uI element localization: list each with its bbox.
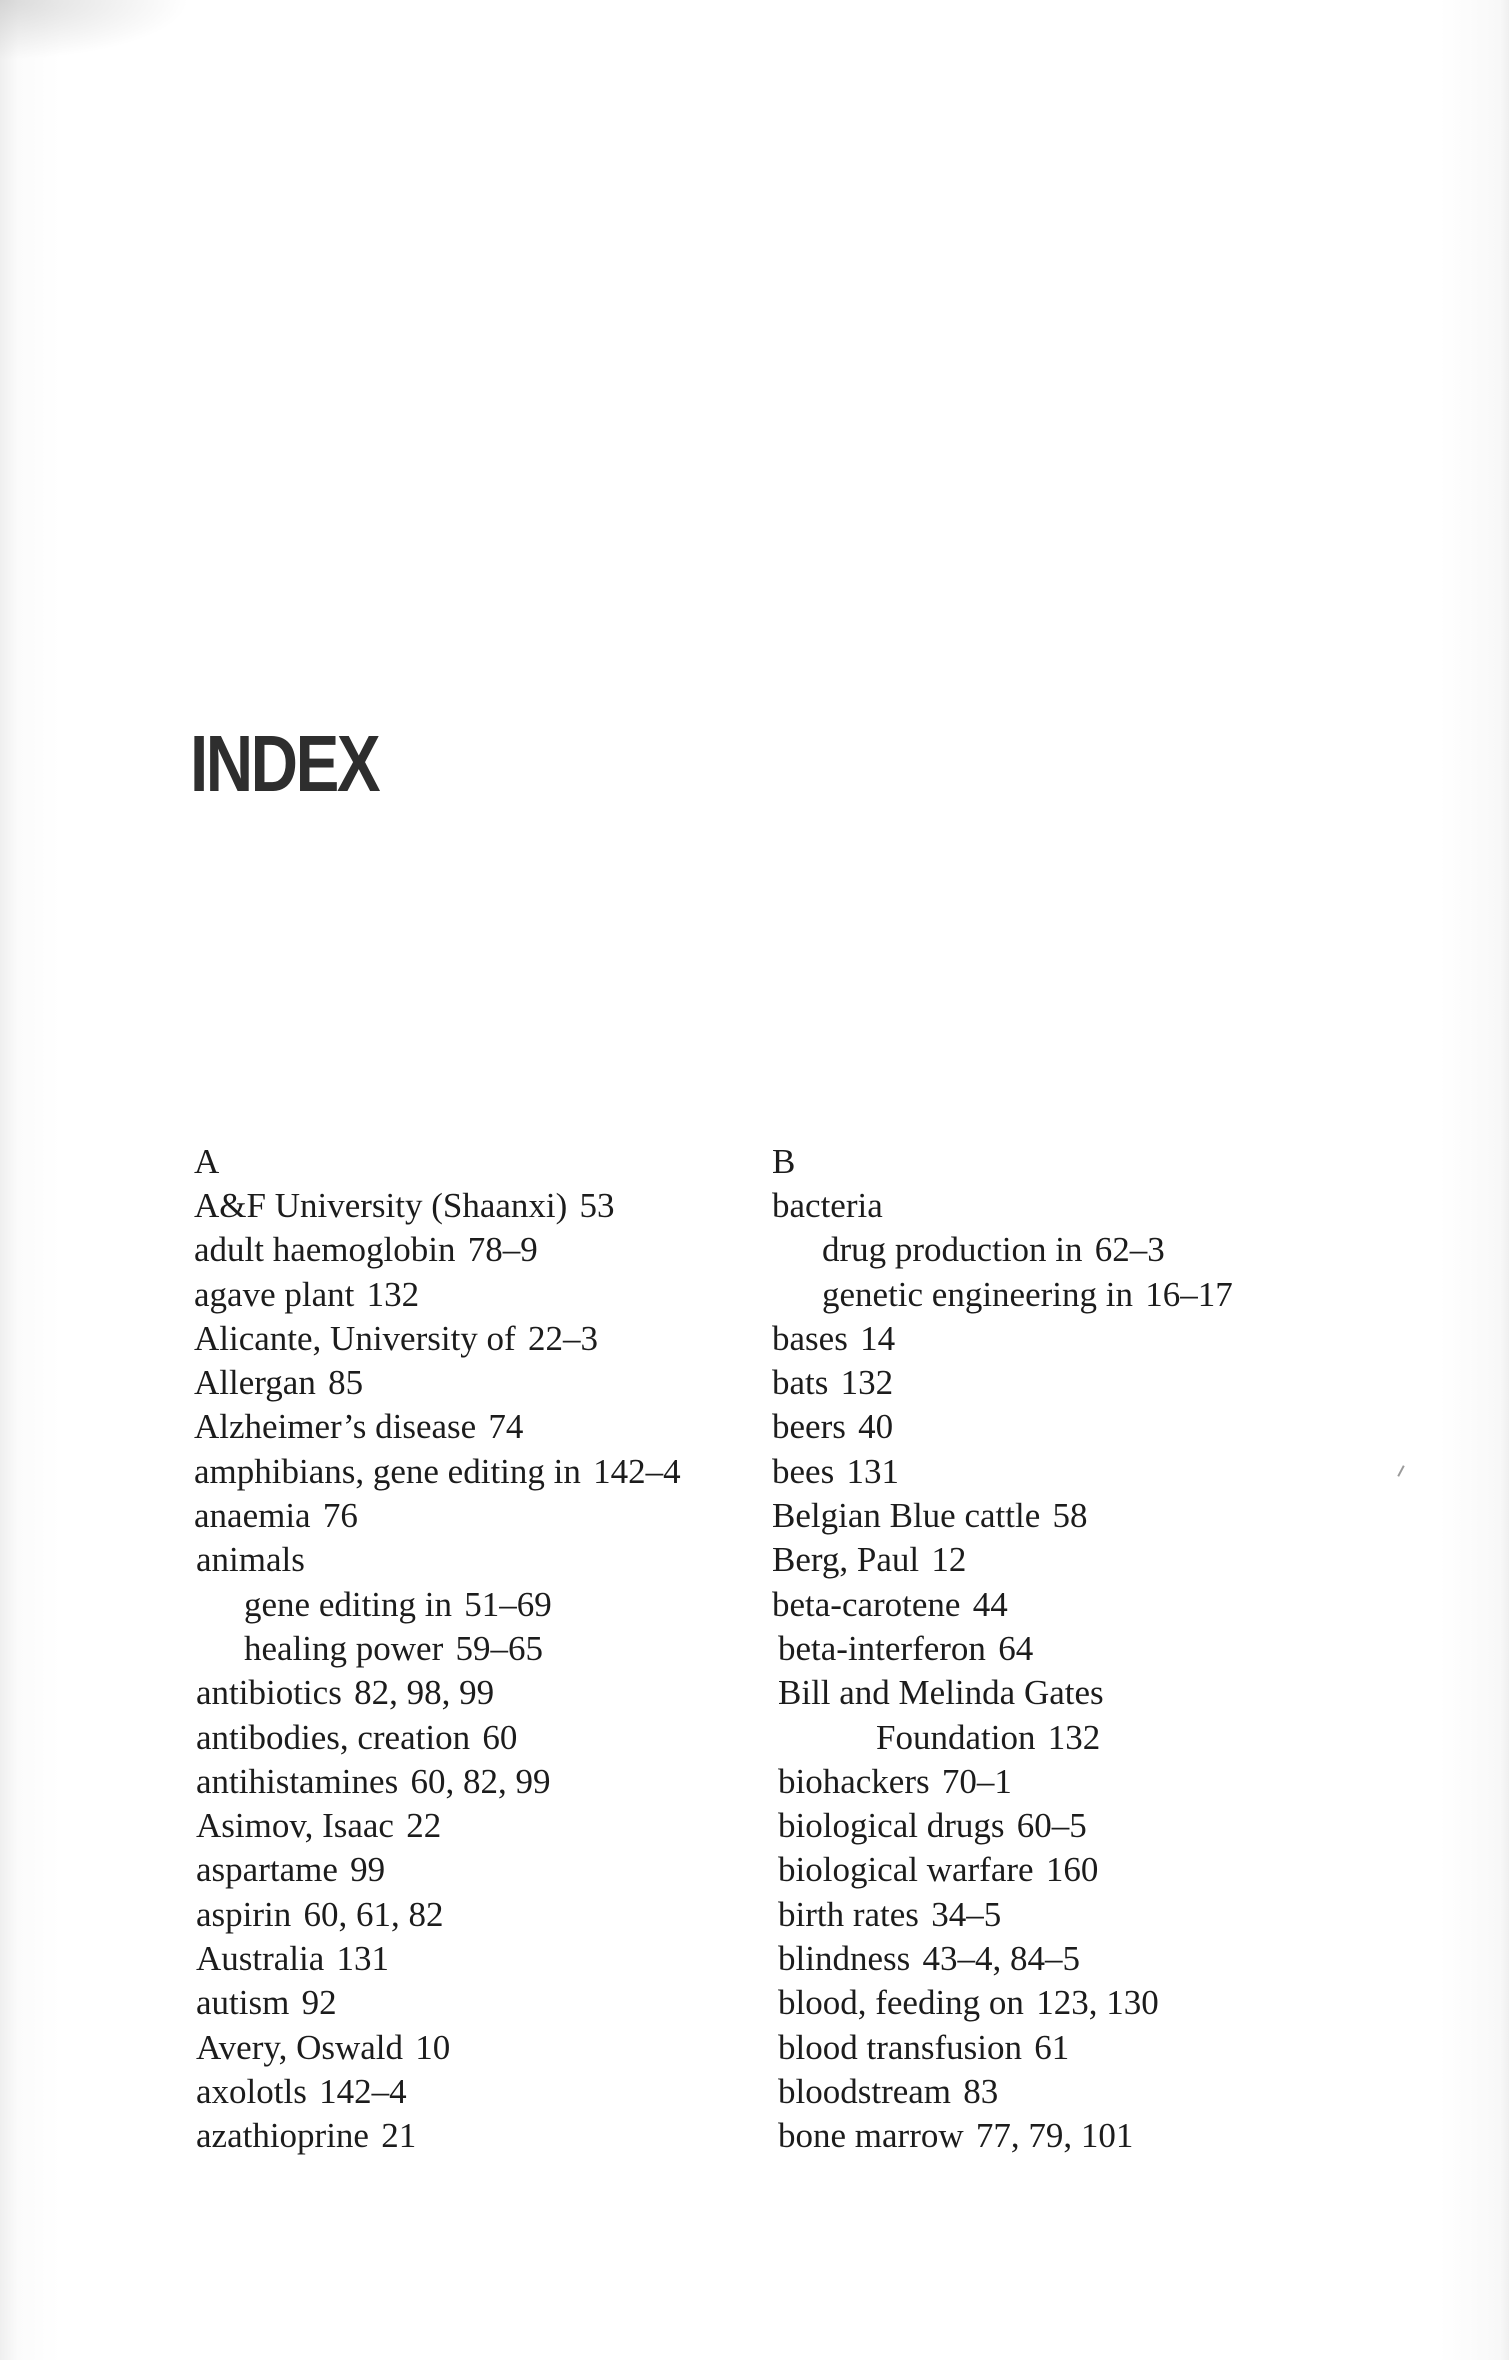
index-entry (772, 1848, 1372, 1892)
entry-pages: 40 (858, 1407, 894, 1447)
entry-pages: 132 (840, 1363, 894, 1403)
index-entry (194, 2026, 794, 2070)
entry-term: blindness (778, 1939, 911, 1979)
entry-term: Avery, Oswald (196, 2027, 404, 2067)
entry-pages: 74 (488, 1407, 524, 1447)
entry-pages: 22–3 (527, 1318, 598, 1358)
index-entry (772, 1405, 1372, 1449)
entry-term: healing power (244, 1628, 444, 1668)
entry-term: Bill and Melinda Gates (778, 1673, 1104, 1713)
entry-term: beta-interferon (778, 1628, 986, 1668)
entry-pages: 132 (1047, 1717, 1101, 1757)
entry-term: Alicante, University of (194, 1318, 516, 1358)
index-entry (772, 1981, 1372, 2025)
stray-pen-mark (1397, 1465, 1404, 1477)
entry-pages: 14 (860, 1318, 896, 1358)
entry-pages: 76 (322, 1496, 358, 1536)
index-entry (772, 1450, 1372, 1494)
entry-pages: 60, 82, 99 (410, 1761, 551, 1801)
index-entry (772, 1760, 1372, 1804)
entry-pages: 142–4 (319, 2071, 407, 2111)
index-entry (194, 1361, 794, 1405)
entry-pages: 44 (972, 1584, 1008, 1624)
entry-term: bats (772, 1363, 829, 1403)
index-entry (194, 1184, 794, 1228)
entry-term: bloodstream (778, 2071, 952, 2111)
entry-pages: 60–5 (1016, 1806, 1087, 1846)
entry-term: bone marrow (778, 2116, 964, 2156)
index-entry (772, 1494, 1372, 1538)
index-entry (194, 1273, 794, 1317)
entry-pages: 92 (301, 1983, 337, 2023)
entry-term: biological drugs (778, 1806, 1005, 1846)
entry-pages: 61 (1034, 2027, 1070, 2067)
entry-pages: 16–17 (1145, 1274, 1233, 1314)
entry-term: beers (772, 1407, 846, 1447)
index-entry (194, 1317, 794, 1361)
index-entry (194, 1494, 794, 1538)
entry-pages: 22 (406, 1806, 442, 1846)
entry-term: genetic engineering in (822, 1274, 1133, 1314)
entry-term: Berg, Paul (772, 1540, 920, 1580)
index-entry (194, 1538, 794, 1582)
entry-pages: 62–3 (1094, 1230, 1165, 1270)
entry-pages: 21 (381, 2116, 417, 2156)
entry-term: Allergan (194, 1363, 316, 1403)
entry-term: anaemia (194, 1496, 311, 1536)
entry-pages: 60, 61, 82 (303, 1894, 444, 1934)
entry-pages: 82, 98, 99 (354, 1673, 495, 1713)
entry-pages: 160 (1045, 1850, 1099, 1890)
index-entry (772, 1583, 1372, 1627)
entry-pages: 77, 79, 101 (975, 2116, 1134, 2156)
entry-pages: 59–65 (455, 1628, 543, 1668)
entry-term: amphibians, gene editing in (194, 1451, 581, 1491)
entry-pages: 51–69 (464, 1584, 552, 1624)
index-entry (194, 1716, 794, 1760)
index-column-a (194, 1140, 794, 2159)
index-entry (194, 1893, 794, 1937)
entry-pages: 83 (963, 2071, 999, 2111)
entry-term: biological warfare (778, 1850, 1034, 1890)
index-subentry (772, 1273, 1372, 1317)
entry-pages: 132 (366, 1274, 420, 1314)
entry-term: azathioprine (196, 2116, 369, 2156)
index-column-b (772, 1140, 1372, 2159)
entry-term: gene editing in (244, 1584, 453, 1624)
entry-pages: 60 (482, 1717, 518, 1757)
index-entry (772, 2070, 1372, 2114)
index-subentry (772, 1228, 1372, 1272)
scan-corner-shadow (0, 0, 190, 60)
entry-term: blood transfusion (778, 2027, 1023, 2067)
index-entry (772, 1937, 1372, 1981)
index-entry (194, 1228, 794, 1272)
section-letter-a: A (194, 1142, 220, 1181)
index-entry (194, 1848, 794, 1892)
entry-term: antibiotics (196, 1673, 342, 1713)
index-entry (772, 1361, 1372, 1405)
entry-pages: 53 (579, 1186, 615, 1225)
entry-term: birth rates (778, 1894, 919, 1934)
entry-term: biohackers (778, 1761, 930, 1801)
entry-pages: 78–9 (467, 1230, 538, 1270)
entry-pages: 64 (998, 1628, 1034, 1668)
entry-term: adult haemoglobin (194, 1230, 456, 1270)
index-entry (194, 1405, 794, 1449)
index-entry (194, 1804, 794, 1848)
entry-term: drug production in (822, 1230, 1083, 1270)
section-letter-b: B (772, 1142, 796, 1181)
entry-pages: 99 (350, 1850, 386, 1890)
entry-pages: 10 (415, 2027, 451, 2067)
index-entry (772, 1317, 1372, 1361)
entry-term: axolotls (196, 2071, 307, 2111)
index-entry (194, 1450, 794, 1494)
index-entry (194, 2070, 794, 2114)
entry-term: bacteria (772, 1186, 883, 1225)
index-entry (772, 2114, 1372, 2158)
entry-term: aspartame (196, 1850, 338, 1890)
index-entry (772, 1627, 1372, 1671)
index-entry (772, 1671, 1372, 1715)
index-entry (772, 1893, 1372, 1937)
entry-pages: 123, 130 (1036, 1983, 1159, 2023)
entry-pages: 70–1 (941, 1761, 1012, 1801)
entry-pages: 12 (931, 1540, 967, 1580)
entry-term: A&F University (Shaanxi) (194, 1186, 568, 1225)
entry-term: Alzheimer’s disease (194, 1407, 477, 1447)
entry-pages: 58 (1052, 1496, 1088, 1536)
entry-pages: 131 (336, 1939, 390, 1979)
entry-term: Foundation (876, 1717, 1036, 1757)
entry-term: agave plant (194, 1274, 355, 1314)
index-entry (194, 2114, 794, 2158)
entry-term: bees (772, 1451, 835, 1491)
entry-term: antibodies, creation (196, 1717, 471, 1757)
entry-pages: 34–5 (931, 1894, 1002, 1934)
index-entry-continuation (772, 1716, 1372, 1760)
index-entry (194, 1760, 794, 1804)
entry-pages: 142–4 (593, 1451, 681, 1491)
entry-term: autism (196, 1983, 290, 2023)
index-entry (194, 1671, 794, 1715)
entry-term: Asimov, Isaac (196, 1806, 394, 1846)
index-entry (194, 1937, 794, 1981)
index-subentry (194, 1627, 794, 1671)
entry-term: bases (772, 1318, 848, 1358)
entry-term: aspirin (196, 1894, 292, 1934)
entry-term: blood, feeding on (778, 1983, 1024, 2023)
index-subentry (194, 1583, 794, 1627)
entry-term: animals (196, 1540, 305, 1580)
entry-pages: 43–4, 84–5 (922, 1939, 1080, 1979)
index-entry (772, 1804, 1372, 1848)
entry-pages: 131 (846, 1451, 899, 1491)
entry-term: Australia (196, 1939, 325, 1979)
index-entry (194, 1981, 794, 2025)
index-entry (772, 1184, 1372, 1228)
page-title: INDEX (190, 719, 379, 808)
entry-term: beta-carotene (772, 1584, 961, 1624)
entry-pages: 85 (328, 1363, 364, 1403)
entry-term: antihistamines (196, 1761, 399, 1801)
index-entry (772, 1538, 1372, 1582)
entry-term: Belgian Blue cattle (772, 1496, 1041, 1536)
index-entry (772, 2026, 1372, 2070)
